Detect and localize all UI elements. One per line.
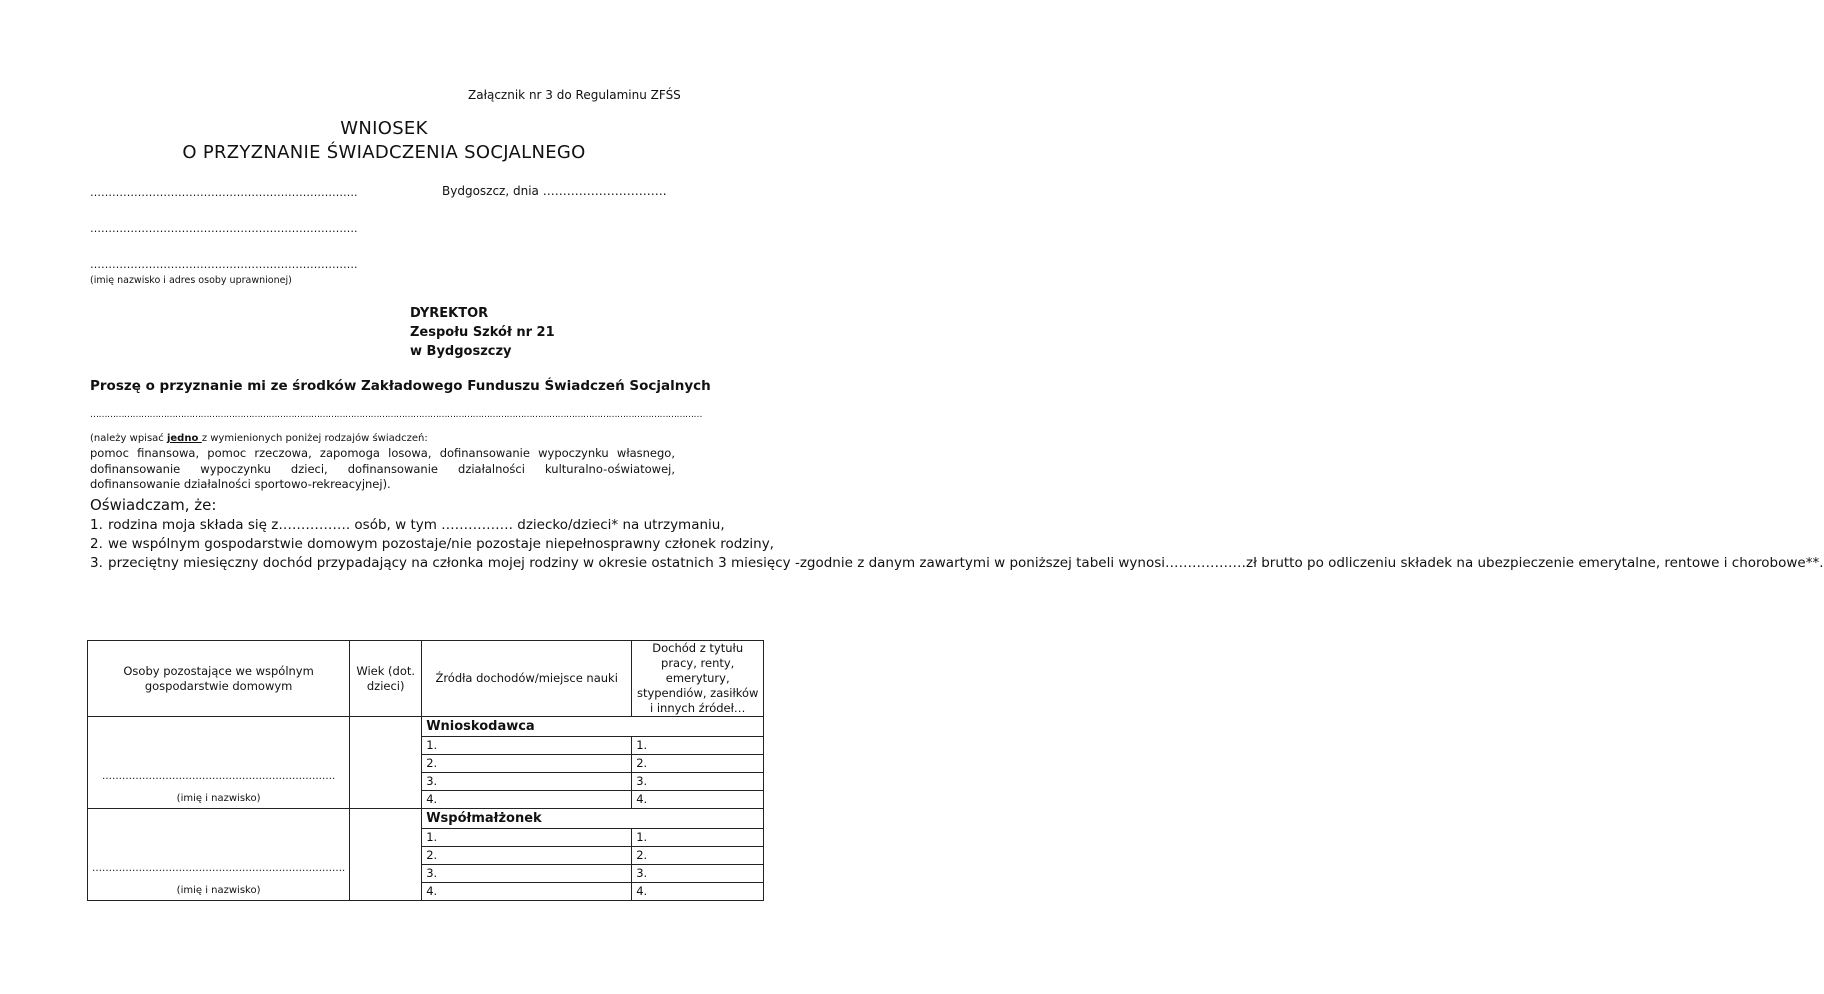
- declaration-list: [90, 516, 1824, 573]
- source-cell[interactable]: 2.: [422, 755, 632, 773]
- source-cell[interactable]: 1.: [422, 737, 632, 755]
- source-cell[interactable]: 4.: [422, 791, 632, 809]
- applicant-age-cell[interactable]: [350, 717, 422, 809]
- list-item-text: przeciętny miesięczny dochód przypadający na członka mojej rodziny w okresie ostatnich 3 miesięcy -zgodnie z danym zawartymi w poniższej tabeli wynosi………………zł brutto po odliczeniu składek na ubezpieczenie emerytalne, rentowe i chorobowe**.: [108, 555, 1824, 571]
- amount-cell[interactable]: 2.: [632, 755, 764, 773]
- director-title: DYREKTOR: [410, 306, 489, 321]
- source-cell[interactable]: 4.: [422, 883, 632, 901]
- list-item: [90, 535, 774, 554]
- list-item: [90, 516, 725, 535]
- amount-cell[interactable]: 4.: [632, 791, 764, 809]
- spouse-name-cell[interactable]: [88, 809, 350, 901]
- amount-cell[interactable]: 3.: [632, 865, 764, 883]
- header-persons: Osoby pozostające we wspólnym gospodarstwie domowym: [88, 641, 350, 717]
- list-item-number: 3.: [90, 555, 103, 571]
- source-cell[interactable]: 1.: [422, 829, 632, 847]
- benefit-type-line[interactable]: ………………………………………………………………………………………………………………………………………………………………………………………………: [90, 410, 702, 420]
- list-item-number: 2.: [90, 536, 103, 552]
- request-text: Proszę o przyznanie mi ze środków Zakładowego Funduszu Świadczeń Socjalnych: [90, 378, 711, 394]
- applicant-line-2[interactable]: ……………………………………………………………….: [90, 222, 358, 235]
- amount-cell[interactable]: 4.: [632, 883, 764, 901]
- applicant-name-cell[interactable]: [88, 717, 350, 809]
- spouse-age-cell[interactable]: [350, 809, 422, 901]
- section-title-spouse: Współmałżonek: [422, 809, 764, 829]
- benefit-note: [90, 430, 675, 493]
- section-title-applicant: Wnioskodawca: [422, 717, 764, 737]
- document-subtitle: O PRZYZNANIE ŚWIADCZENIA SOCJALNEGO: [182, 142, 586, 163]
- applicant-caption: (imię nazwisko i adres osoby uprawnionej): [90, 275, 292, 286]
- section-row-spouse: [88, 809, 764, 829]
- spouse-name-caption: (imię i nazwisko): [176, 885, 261, 896]
- director-school: Zespołu Szkół nr 21: [410, 325, 555, 340]
- spouse-name-dots[interactable]: ………………………………………………………………….: [92, 863, 346, 874]
- header-age: Wiek (dot. dzieci): [350, 641, 422, 717]
- header-income-amount: Dochód z tytułu pracy, renty, emerytury, stypendiów, zasiłków i innych źródeł…: [632, 641, 764, 717]
- list-item-number: 1.: [90, 517, 103, 533]
- note-emphasis: jedno: [166, 433, 202, 444]
- amount-cell[interactable]: 3.: [632, 773, 764, 791]
- amount-cell[interactable]: 1.: [632, 737, 764, 755]
- declaration-heading: Oświadczam, że:: [90, 496, 217, 514]
- source-cell[interactable]: 2.: [422, 847, 632, 865]
- table-header-row: [88, 641, 764, 717]
- note-prefix: (należy wpisać: [90, 433, 167, 444]
- amount-cell[interactable]: 2.: [632, 847, 764, 865]
- place-date[interactable]: Bydgoszcz, dnia ………………………….: [442, 184, 667, 198]
- household-table: [87, 640, 764, 901]
- list-item-text: we wspólnym gospodarstwie domowym pozostaje/nie pozostaje niepełnosprawny członek rodziny,: [108, 536, 774, 552]
- applicant-name-caption: (imię i nazwisko): [176, 793, 261, 804]
- source-cell[interactable]: 3.: [422, 865, 632, 883]
- applicant-name-dots[interactable]: …………………………………………………………….: [102, 771, 336, 782]
- note-body: pomoc finansowa, pomoc rzeczowa, zapomoga losowa, dofinansowanie wypoczynku własnego, dofinansowanie wypoczynku dzieci, dofinansowanie działalności kulturalno-oświatowej, dofinansowanie działalności sportowo-rekreacyjnej).: [90, 446, 675, 491]
- applicant-line-3[interactable]: ……………………………………………………………….: [90, 258, 358, 271]
- director-city: w Bydgoszczy: [410, 344, 512, 359]
- list-item: [90, 554, 1824, 573]
- source-cell[interactable]: 3.: [422, 773, 632, 791]
- amount-cell[interactable]: 1.: [632, 829, 764, 847]
- list-item-text: rodzina moja składa się z……………. osób, w tym ……………. dziecko/dzieci* na utrzymaniu,: [108, 517, 725, 533]
- note-suffix: z wymienionych poniżej rodzajów świadczeń:: [201, 433, 428, 444]
- annex-label: Załącznik nr 3 do Regulaminu ZFŚS: [468, 88, 681, 102]
- header-income-source: Źródła dochodów/miejsce nauki: [422, 641, 632, 717]
- document-title: WNIOSEK: [340, 118, 428, 139]
- applicant-line-1[interactable]: ……………………………………………………………….: [90, 186, 358, 199]
- section-row-applicant: [88, 717, 764, 737]
